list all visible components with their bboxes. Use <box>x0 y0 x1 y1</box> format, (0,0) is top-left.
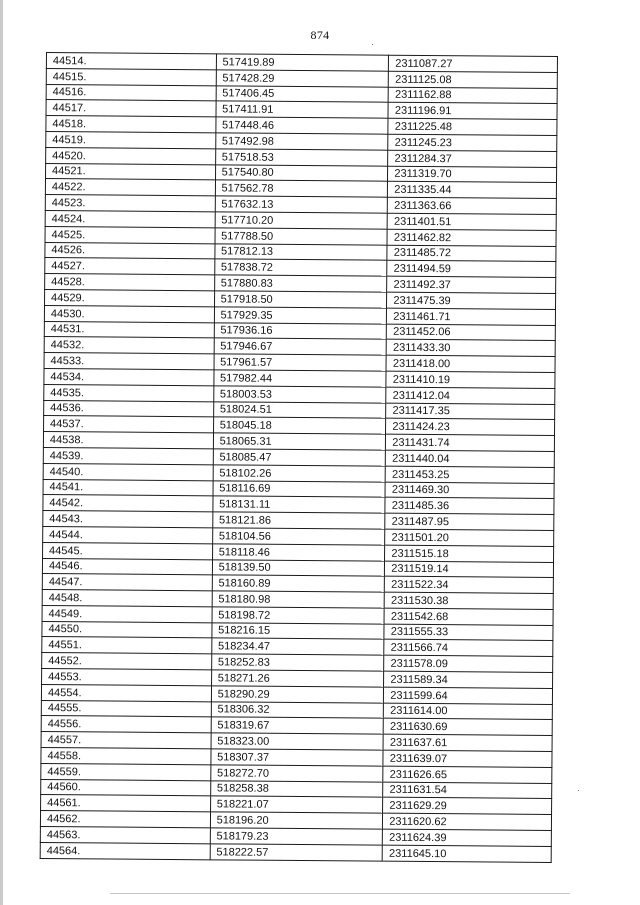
x-coordinate-cell: 518045.18 <box>213 417 386 434</box>
x-coordinate-cell: 517812.13 <box>215 243 388 260</box>
y-coordinate-cell: 2311284.37 <box>388 150 557 167</box>
x-coordinate-cell: 517562.78 <box>215 180 388 197</box>
x-coordinate-cell: 517946.67 <box>214 338 387 355</box>
y-coordinate-cell: 2311530.38 <box>384 592 553 609</box>
y-coordinate-cell: 2311462.82 <box>387 229 556 246</box>
y-coordinate-cell: 2311418.00 <box>386 355 555 372</box>
y-coordinate-cell: 2311125.08 <box>389 71 558 88</box>
point-id-cell: 44519. <box>46 131 216 148</box>
x-coordinate-cell: 517540.80 <box>215 164 388 181</box>
y-coordinate-cell: 2311599.64 <box>384 687 553 704</box>
x-coordinate-cell: 518131.11 <box>213 496 386 513</box>
x-coordinate-cell: 518234.47 <box>211 638 384 655</box>
y-coordinate-cell: 2311410.19 <box>386 371 555 388</box>
scan-bottom-line <box>110 893 570 894</box>
x-coordinate-cell: 518024.51 <box>213 401 386 418</box>
x-coordinate-cell: 518180.98 <box>212 591 385 608</box>
y-coordinate-cell: 2311431.74 <box>386 434 555 451</box>
point-id-cell: 44544. <box>43 526 213 543</box>
point-id-cell: 44533. <box>44 353 214 370</box>
point-id-cell: 44521. <box>46 163 216 180</box>
y-coordinate-cell: 2311637.61 <box>383 734 552 751</box>
y-coordinate-cell: 2311433.30 <box>386 340 555 357</box>
point-id-cell: 44562. <box>40 811 210 828</box>
x-coordinate-cell: 517448.46 <box>216 117 389 134</box>
y-coordinate-cell: 2311162.88 <box>388 87 557 104</box>
x-coordinate-cell: 517492.98 <box>215 133 388 150</box>
x-coordinate-cell: 517428.29 <box>216 70 389 87</box>
y-coordinate-cell: 2311453.25 <box>385 466 554 483</box>
point-id-cell: 44557. <box>41 732 211 749</box>
y-coordinate-cell: 2311424.23 <box>386 419 555 436</box>
point-id-cell: 44552. <box>42 653 212 670</box>
x-coordinate-cell: 518221.07 <box>210 796 383 813</box>
point-id-cell: 44518. <box>46 116 216 133</box>
x-coordinate-cell: 518222.57 <box>210 844 383 861</box>
y-coordinate-cell: 2311452.06 <box>387 324 556 341</box>
y-coordinate-cell: 2311225.48 <box>388 118 557 135</box>
point-id-cell: 44514. <box>46 53 216 70</box>
point-id-cell: 44530. <box>44 305 214 322</box>
x-coordinate-cell: 518104.56 <box>212 528 385 545</box>
point-id-cell: 44526. <box>45 242 215 259</box>
point-id-cell: 44541. <box>43 479 213 496</box>
x-coordinate-cell: 518252.83 <box>211 654 384 671</box>
point-id-cell: 44520. <box>46 147 216 164</box>
x-coordinate-cell: 518196.20 <box>210 812 383 829</box>
x-coordinate-cell: 518306.32 <box>211 701 384 718</box>
x-coordinate-cell: 518118.46 <box>212 544 385 561</box>
point-id-cell: 44558. <box>41 748 211 765</box>
point-id-cell: 44517. <box>46 100 216 117</box>
point-id-cell: 44549. <box>42 605 212 622</box>
y-coordinate-cell: 2311630.69 <box>383 719 552 736</box>
x-coordinate-cell: 518139.50 <box>212 559 385 576</box>
point-id-cell: 44542. <box>43 495 213 512</box>
scan-speck <box>578 790 579 791</box>
x-coordinate-cell: 518271.26 <box>211 670 384 687</box>
x-coordinate-cell: 518319.67 <box>211 717 384 734</box>
x-coordinate-cell: 517406.45 <box>216 85 389 102</box>
point-id-cell: 44555. <box>41 700 211 717</box>
y-coordinate-cell: 2311245.23 <box>388 134 557 151</box>
point-id-cell: 44529. <box>45 289 215 306</box>
y-coordinate-cell: 2311626.65 <box>383 766 552 783</box>
scan-speck <box>372 44 373 45</box>
x-coordinate-cell: 518307.37 <box>211 749 384 766</box>
x-coordinate-cell: 517632.13 <box>215 196 388 213</box>
point-id-cell: 44554. <box>41 684 211 701</box>
y-coordinate-cell: 2311475.39 <box>387 292 556 309</box>
point-id-cell: 44563. <box>40 827 210 844</box>
y-coordinate-cell: 2311412.04 <box>386 387 555 404</box>
point-id-cell: 44515. <box>46 68 216 85</box>
x-coordinate-cell: 517838.72 <box>214 259 387 276</box>
y-coordinate-cell: 2311614.00 <box>384 703 553 720</box>
x-coordinate-cell: 517518.53 <box>215 149 388 166</box>
x-coordinate-cell: 518216.15 <box>212 623 385 640</box>
x-coordinate-cell: 517961.57 <box>214 354 387 371</box>
y-coordinate-cell: 2311417.35 <box>386 403 555 420</box>
point-id-cell: 44535. <box>44 384 214 401</box>
x-coordinate-cell: 517936.16 <box>214 322 387 339</box>
x-coordinate-cell: 518116.69 <box>213 480 386 497</box>
point-id-cell: 44537. <box>44 416 214 433</box>
point-id-cell: 44524. <box>45 210 215 227</box>
point-id-cell: 44546. <box>42 558 212 575</box>
point-id-cell: 44523. <box>45 195 215 212</box>
y-coordinate-cell: 2311087.27 <box>389 55 558 72</box>
point-id-cell: 44556. <box>41 716 211 733</box>
page-number: 874 <box>310 28 330 42</box>
x-coordinate-cell: 518085.47 <box>213 449 386 466</box>
point-id-cell: 44532. <box>44 337 214 354</box>
y-coordinate-cell: 2311401.51 <box>387 213 556 230</box>
y-coordinate-cell: 2311440.04 <box>386 450 555 467</box>
y-coordinate-cell: 2311620.62 <box>383 813 552 830</box>
x-coordinate-cell: 517419.89 <box>216 54 389 71</box>
y-coordinate-cell: 2311492.37 <box>387 276 556 293</box>
y-coordinate-cell: 2311319.70 <box>388 166 557 183</box>
y-coordinate-cell: 2311485.72 <box>387 245 556 262</box>
point-id-cell: 44548. <box>42 590 212 607</box>
x-coordinate-cell: 517982.44 <box>214 370 387 387</box>
y-coordinate-cell: 2311555.33 <box>384 624 553 641</box>
x-coordinate-cell: 518179.23 <box>210 828 383 845</box>
y-coordinate-cell: 2311624.39 <box>383 829 552 846</box>
y-coordinate-cell: 2311589.34 <box>384 671 553 688</box>
coordinates-table <box>40 52 558 863</box>
point-id-cell: 44545. <box>43 542 213 559</box>
x-coordinate-cell: 518272.70 <box>210 765 383 782</box>
point-id-cell: 44528. <box>45 274 215 291</box>
point-id-cell: 44564. <box>40 842 210 859</box>
y-coordinate-cell: 2311485.36 <box>385 497 554 514</box>
point-id-cell: 44561. <box>41 795 211 812</box>
point-id-cell: 44560. <box>41 779 211 796</box>
point-id-cell: 44531. <box>44 321 214 338</box>
point-id-cell: 44525. <box>45 226 215 243</box>
x-coordinate-cell: 518065.31 <box>213 433 386 450</box>
point-id-cell: 44559. <box>41 763 211 780</box>
y-coordinate-cell: 2311542.68 <box>384 608 553 625</box>
y-coordinate-cell: 2311578.09 <box>384 655 553 672</box>
y-coordinate-cell: 2311515.18 <box>385 545 554 562</box>
y-coordinate-cell: 2311363.66 <box>388 197 557 214</box>
coordinates-table-container <box>40 52 558 863</box>
table-row <box>40 842 551 862</box>
point-id-cell: 44538. <box>43 432 213 449</box>
point-id-cell: 44543. <box>43 511 213 528</box>
y-coordinate-cell: 2311629.29 <box>383 798 552 815</box>
x-coordinate-cell: 518102.26 <box>213 465 386 482</box>
point-id-cell: 44522. <box>45 179 215 196</box>
x-coordinate-cell: 518198.72 <box>212 607 385 624</box>
y-coordinate-cell: 2311487.95 <box>385 513 554 530</box>
y-coordinate-cell: 2311461.71 <box>387 308 556 325</box>
x-coordinate-cell: 517880.83 <box>214 275 387 292</box>
x-coordinate-cell: 517710.20 <box>215 212 388 229</box>
x-coordinate-cell: 518323.00 <box>211 733 384 750</box>
y-coordinate-cell: 2311196.91 <box>388 103 557 120</box>
point-id-cell: 44539. <box>43 447 213 464</box>
x-coordinate-cell: 517929.35 <box>214 307 387 324</box>
y-coordinate-cell: 2311494.59 <box>387 261 556 278</box>
x-coordinate-cell: 518121.86 <box>212 512 385 529</box>
point-id-cell: 44553. <box>42 669 212 686</box>
y-coordinate-cell: 2311522.34 <box>385 576 554 593</box>
x-coordinate-cell: 518160.89 <box>212 575 385 592</box>
x-coordinate-cell: 518258.38 <box>210 780 383 797</box>
scan-edge-shadow <box>0 0 3 905</box>
x-coordinate-cell: 517411.91 <box>216 101 389 118</box>
y-coordinate-cell: 2311469.30 <box>385 482 554 499</box>
point-id-cell: 44550. <box>42 621 212 638</box>
coordinates-table-body <box>40 53 557 863</box>
point-id-cell: 44516. <box>46 84 216 101</box>
x-coordinate-cell: 518290.29 <box>211 686 384 703</box>
y-coordinate-cell: 2311501.20 <box>385 529 554 546</box>
y-coordinate-cell: 2311519.14 <box>385 561 554 578</box>
x-coordinate-cell: 517788.50 <box>215 228 388 245</box>
point-id-cell: 44534. <box>44 368 214 385</box>
x-coordinate-cell: 517918.50 <box>214 291 387 308</box>
y-coordinate-cell: 2311645.10 <box>383 845 552 862</box>
y-coordinate-cell: 2311566.74 <box>384 640 553 657</box>
point-id-cell: 44536. <box>44 400 214 417</box>
point-id-cell: 44551. <box>42 637 212 654</box>
point-id-cell: 44540. <box>43 463 213 480</box>
point-id-cell: 44527. <box>45 258 215 275</box>
point-id-cell: 44547. <box>42 574 212 591</box>
y-coordinate-cell: 2311639.07 <box>383 750 552 767</box>
x-coordinate-cell: 518003.53 <box>213 386 386 403</box>
y-coordinate-cell: 2311335.44 <box>388 182 557 199</box>
y-coordinate-cell: 2311631.54 <box>383 782 552 799</box>
